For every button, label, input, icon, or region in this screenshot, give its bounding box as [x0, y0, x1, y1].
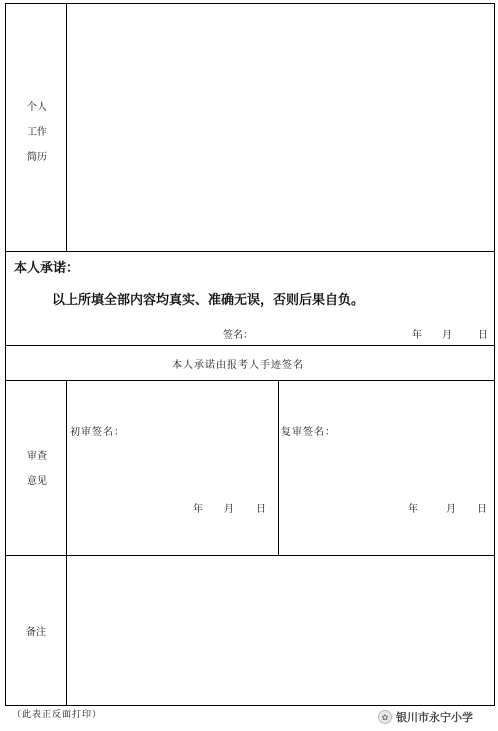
second-review-signature-label: 复审签名： — [281, 427, 336, 438]
work-history-label-line-2: 工作 — [27, 127, 47, 138]
divider-after-pledge-note — [5, 380, 495, 381]
form-right-border — [494, 3, 495, 705]
wechat-account-icon: ✿ — [378, 710, 392, 724]
divider-after-work-history — [5, 251, 495, 252]
second-review-date-month: 月 — [446, 504, 456, 515]
work-history-label-line-3: 简历 — [27, 152, 47, 163]
second-review-signature-field[interactable] — [342, 422, 482, 438]
work-history-field[interactable] — [67, 4, 494, 251]
work-history-label — [20, 103, 54, 163]
watermark — [378, 709, 473, 725]
remarks-field[interactable] — [67, 556, 494, 705]
review-middle-divider — [278, 380, 279, 555]
review-label-line-1: 审查 — [27, 451, 47, 462]
form-left-border — [5, 3, 6, 705]
first-review-signature-label: 初审签名： — [70, 427, 125, 438]
second-review-date-day: 日 — [477, 504, 487, 515]
print-note: （此表正反面打印） — [12, 710, 103, 720]
form-bottom-border — [5, 705, 495, 706]
review-label — [20, 452, 54, 487]
divider-after-pledge — [5, 345, 495, 346]
pledge-signature-label: 签名： — [223, 330, 253, 341]
pledge-date-day: 日 — [478, 330, 488, 341]
work-history-label-line-1: 个人 — [27, 102, 47, 113]
first-review-date-month: 月 — [224, 504, 234, 515]
second-review-date-year: 年 — [408, 504, 418, 515]
first-review-date-year: 年 — [193, 504, 203, 515]
review-label-line-2: 意见 — [27, 476, 47, 487]
watermark-text: 银川市永宁小学 — [396, 712, 473, 724]
pledge-note: 本人承诺由报考人手迹签名 — [172, 360, 304, 371]
pledge-signature-field[interactable] — [258, 326, 398, 342]
pledge-body: 以上所填全部内容均真实、准确无误，否则后果自负。 — [52, 293, 365, 308]
pledge-date-year: 年 — [412, 330, 422, 341]
review-label-divider — [66, 380, 67, 555]
pledge-title: 本人承诺： — [14, 261, 80, 276]
pledge-date-month: 月 — [442, 330, 452, 341]
first-review-signature-field[interactable] — [130, 422, 270, 438]
first-review-date-day: 日 — [256, 504, 266, 515]
remarks-label: 备注 — [26, 627, 46, 638]
